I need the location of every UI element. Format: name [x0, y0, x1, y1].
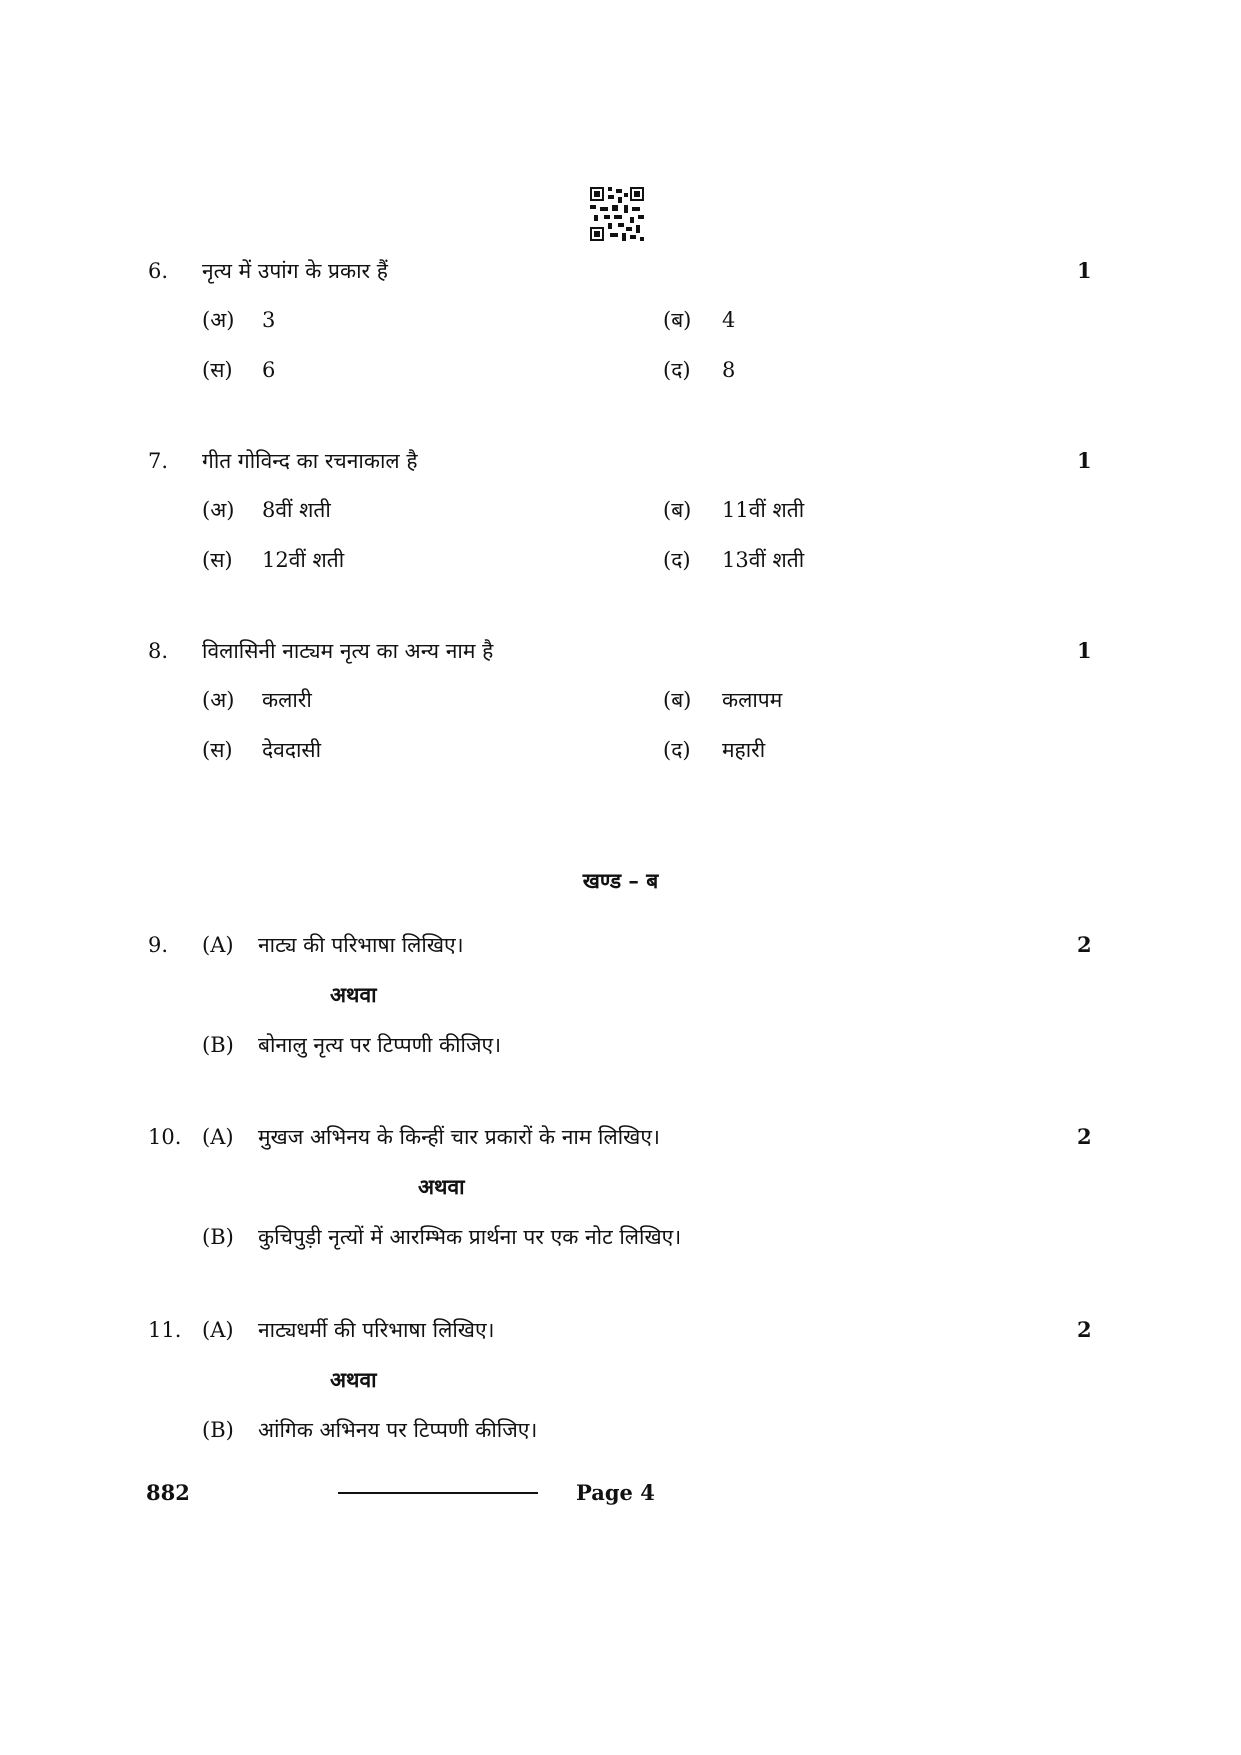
- part-b-label: (B): [202, 1033, 234, 1057]
- option-label: (ब): [663, 688, 692, 712]
- or-separator: अथवा: [330, 982, 377, 1007]
- option-text: देवदासी: [262, 738, 322, 762]
- question-number: 7.: [148, 449, 169, 473]
- option-label: (अ): [202, 498, 235, 522]
- question-text: गीत गोविन्द का रचनाकाल है: [202, 449, 418, 473]
- option-text: महारी: [722, 738, 766, 762]
- part-b-label: (B): [202, 1225, 234, 1249]
- question-number: 8.: [148, 639, 169, 663]
- or-separator: अथवा: [418, 1174, 465, 1199]
- option-label: (अ): [202, 688, 235, 712]
- or-separator: अथवा: [330, 1367, 377, 1392]
- option-text: 12वीं शती: [262, 548, 345, 572]
- footer-rule: [338, 1492, 538, 1494]
- option-label: (द): [663, 358, 691, 382]
- option-text: 6: [262, 358, 276, 382]
- option-text: 13वीं शती: [722, 548, 805, 572]
- part-a-text: नाट्यधर्मी की परिभाषा लिखिए।: [258, 1318, 495, 1342]
- option-text: 8: [722, 358, 736, 382]
- part-b-text: बोनालु नृत्य पर टिप्पणी कीजिए।: [258, 1033, 502, 1057]
- part-a-label: (A): [202, 933, 234, 957]
- qr-code: [590, 187, 644, 241]
- option-text: 3: [262, 308, 276, 332]
- section-heading: खण्ड – ब: [582, 868, 659, 893]
- question-marks: 2: [1077, 1124, 1092, 1149]
- part-b-text: आंगिक अभिनय पर टिप्पणी कीजिए।: [258, 1418, 538, 1442]
- option-label: (स): [202, 548, 233, 572]
- question-number: 9.: [148, 933, 169, 957]
- option-label: (ब): [663, 308, 692, 332]
- question-number: 11.: [148, 1318, 182, 1342]
- option-label: (स): [202, 738, 233, 762]
- option-text: 8वीं शती: [262, 498, 331, 522]
- option-text: कलापम: [722, 688, 783, 712]
- question-text: नृत्य में उपांग के प्रकार हैं: [202, 259, 388, 283]
- option-label: (स): [202, 358, 233, 382]
- question-number: 6.: [148, 259, 169, 283]
- part-a-text: नाट्य की परिभाषा लिखिए।: [258, 933, 464, 957]
- option-label: (द): [663, 738, 691, 762]
- question-marks: 1: [1077, 448, 1092, 473]
- paper-code: 882: [146, 1480, 190, 1505]
- option-text: 11वीं शती: [722, 498, 805, 522]
- part-a-text: मुखज अभिनय के किन्हीं चार प्रकारों के नाम लिखिए।: [258, 1125, 660, 1149]
- question-marks: 1: [1077, 258, 1092, 283]
- question-marks: 1: [1077, 638, 1092, 663]
- option-text: कलारी: [262, 688, 312, 712]
- part-b-text: कुचिपुड़ी नृत्यों में आरम्भिक प्रार्थना पर एक नोट लिखिए।: [258, 1225, 682, 1249]
- question-number: 10.: [148, 1125, 182, 1149]
- option-label: (ब): [663, 498, 692, 522]
- question-marks: 2: [1077, 1317, 1092, 1342]
- option-text: 4: [722, 308, 736, 332]
- question-marks: 2: [1077, 932, 1092, 957]
- part-b-label: (B): [202, 1418, 234, 1442]
- question-text: विलासिनी नाट्यम नृत्य का अन्य नाम है: [202, 639, 494, 663]
- part-a-label: (A): [202, 1318, 234, 1342]
- part-a-label: (A): [202, 1125, 234, 1149]
- option-label: (द): [663, 548, 691, 572]
- page-number: Page 4: [576, 1480, 655, 1505]
- option-label: (अ): [202, 308, 235, 332]
